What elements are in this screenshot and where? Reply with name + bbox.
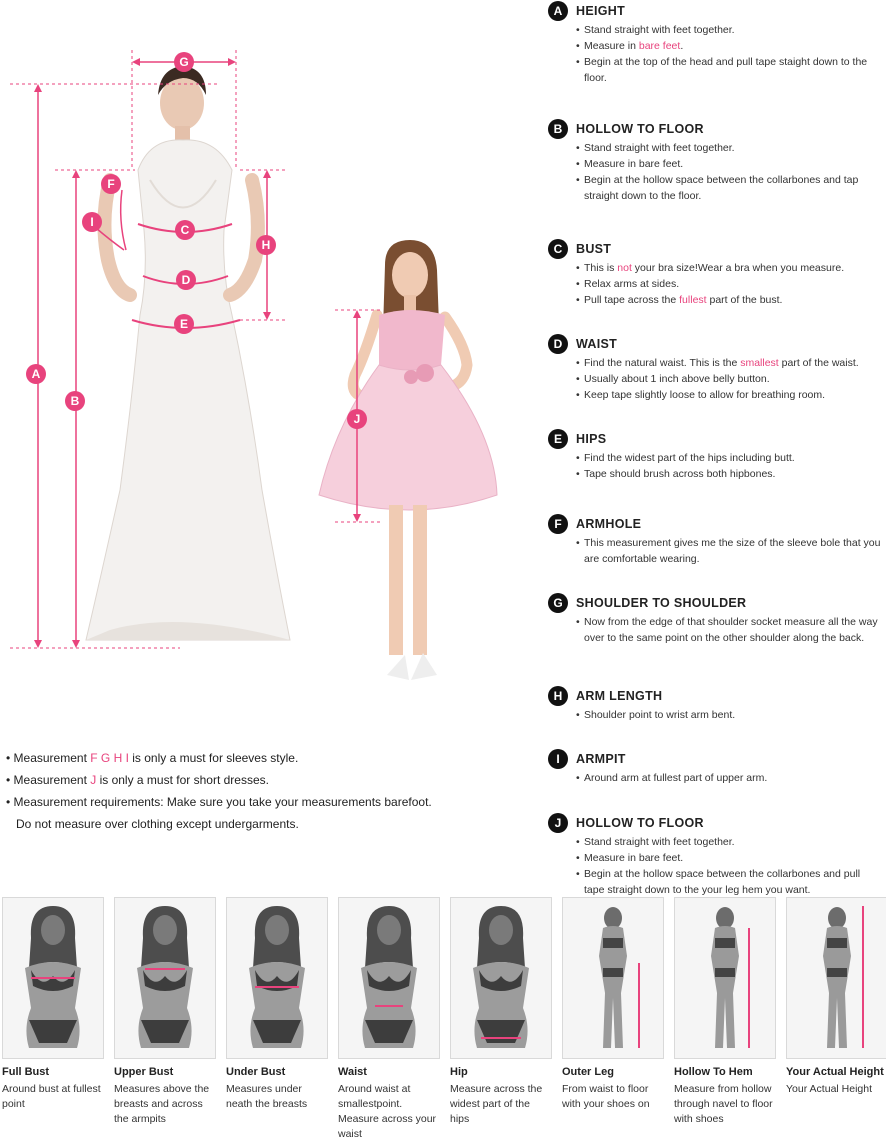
section-title: SHOULDER TO SHOULDER xyxy=(576,596,747,610)
card-figure xyxy=(450,897,552,1059)
section-letter-b: B xyxy=(548,119,568,139)
bride-figure xyxy=(0,40,300,660)
highlight-text: fullest xyxy=(679,294,707,306)
section-bullets xyxy=(576,834,882,898)
card-title: Upper Bust xyxy=(114,1066,174,1078)
card-figure xyxy=(786,897,886,1059)
bullet-text: Stand straight with feet together. xyxy=(584,836,735,848)
section-bullets xyxy=(576,707,882,723)
bullet-item xyxy=(576,834,882,850)
bullet-text: Relax arms at sides. xyxy=(584,278,680,290)
bullet-item xyxy=(576,22,882,38)
section-letter-f: F xyxy=(548,514,568,534)
short-dress-figure xyxy=(305,235,505,700)
section-bullets xyxy=(576,450,882,482)
marker-e: E xyxy=(174,314,194,334)
body-silhouette-icon xyxy=(227,898,327,1058)
highlight-text: smallest xyxy=(740,357,779,369)
bullet-item xyxy=(576,38,882,54)
card-figure xyxy=(226,897,328,1059)
marker-f: F xyxy=(101,174,121,194)
card-description: Around bust at fullest point xyxy=(2,1083,101,1110)
card-description: Measures above the breasts and across the armpits xyxy=(114,1083,210,1125)
section-letter-i: I xyxy=(548,749,568,769)
note-clothing: Do not measure over clothing except undergarments. xyxy=(16,817,299,831)
bullet-item xyxy=(576,140,882,156)
marker-g: G xyxy=(174,52,194,72)
body-silhouette-icon xyxy=(787,898,886,1058)
bullet-text: Shoulder point to wrist arm bent. xyxy=(584,709,736,721)
section-bullets xyxy=(576,260,882,308)
bullet-text: This measurement gives me the size of the sleeve bole that you are comfortable wearing. xyxy=(584,537,881,565)
bullet-item xyxy=(576,355,882,371)
bullet-item xyxy=(576,614,882,646)
bullet-text: part of the bust. xyxy=(706,294,783,306)
bullet-text: Begin at the top of the head and pull tape staight down to the floor. xyxy=(584,56,868,84)
card-figure xyxy=(562,897,664,1059)
body-silhouette-icon xyxy=(115,898,215,1058)
bullet-text: Stand straight with feet together. xyxy=(584,24,735,36)
bullet-item xyxy=(576,172,882,204)
bride-illustration xyxy=(86,66,290,640)
section-title: ARMHOLE xyxy=(576,517,642,531)
section-bullets xyxy=(576,614,882,646)
section-title: HOLLOW TO FLOOR xyxy=(576,816,704,830)
girl-illustration xyxy=(319,240,497,680)
marker-a: A xyxy=(26,364,46,384)
section-bullets xyxy=(576,22,882,86)
bullet-item xyxy=(576,260,882,276)
section-bullets xyxy=(576,140,882,204)
bullet-text: Begin at the hollow space between the collarbones and tap straight down to the floor. xyxy=(584,174,859,202)
marker-c: C xyxy=(175,220,195,240)
card-title: Waist xyxy=(338,1066,367,1078)
bullet-item xyxy=(576,292,882,308)
bullet-item xyxy=(576,276,882,292)
card-title: Under Bust xyxy=(226,1066,286,1078)
section-letter-g: G xyxy=(548,593,568,613)
card-figure xyxy=(114,897,216,1059)
section-letter-d: D xyxy=(548,334,568,354)
card-title: Your Actual Height xyxy=(786,1066,884,1078)
body-silhouette-icon xyxy=(451,898,551,1058)
card-figure xyxy=(338,897,440,1059)
section-title: ARM LENGTH xyxy=(576,689,663,703)
card-description: Measure across the widest part of the hips xyxy=(450,1083,543,1125)
bullet-text: your bra size!Wear a bra when you measure. xyxy=(631,262,845,274)
card-title: Hollow To Hem xyxy=(674,1066,753,1078)
note-barefoot: • Measurement requirements: Make sure you take your measurements barefoot. xyxy=(6,795,432,809)
card-description: Measure from hollow through navel to floor with shoes xyxy=(674,1083,773,1125)
bullet-item xyxy=(576,387,882,403)
highlight-text: not xyxy=(617,262,632,274)
section-title: BUST xyxy=(576,242,612,256)
section-title: HIPS xyxy=(576,432,607,446)
body-silhouette-icon xyxy=(339,898,439,1058)
section-letter-a: A xyxy=(548,1,568,21)
marker-i: I xyxy=(82,212,102,232)
bullet-item xyxy=(576,371,882,387)
marker-j: J xyxy=(347,409,367,429)
card-description: Around waist at smallestpoint. Measure across your waist xyxy=(338,1083,437,1140)
section-bullets xyxy=(576,355,882,403)
bullet-text: Find the natural waist. This is the xyxy=(584,357,741,369)
section-letter-j: J xyxy=(548,813,568,833)
bullet-text: Now from the edge of that shoulder socket measure all the way over to the same point on the other shoulder along the back. xyxy=(584,616,878,644)
section-letter-c: C xyxy=(548,239,568,259)
section-title: ARMPIT xyxy=(576,752,626,766)
bullet-text: Keep tape slightly loose to allow for breathing room. xyxy=(584,389,826,401)
bullet-item xyxy=(576,770,882,786)
bullet-text: Measure in bare feet. xyxy=(584,158,684,170)
card-figure xyxy=(674,897,776,1059)
section-letter-e: E xyxy=(548,429,568,449)
card-title: Hip xyxy=(450,1066,468,1078)
bullet-text: Begin at the hollow space between the collarbones and pull tape straight down to the your leg hem you want. xyxy=(584,868,861,896)
body-silhouette-icon xyxy=(3,898,103,1058)
bullet-text: Measure in xyxy=(584,40,639,52)
bullet-item xyxy=(576,535,882,567)
bullet-item xyxy=(576,707,882,723)
bullet-item xyxy=(576,466,882,482)
body-silhouette-icon xyxy=(563,898,663,1058)
bullet-item xyxy=(576,450,882,466)
bullet-text: Tape should brush across both hipbones. xyxy=(584,468,776,480)
bullet-item xyxy=(576,850,882,866)
card-description: From waist to floor with your shoes on xyxy=(562,1083,650,1110)
bullet-text: Measure in bare feet. xyxy=(584,852,684,864)
card-figure xyxy=(2,897,104,1059)
bullet-text: Pull tape across the xyxy=(584,294,680,306)
bullet-text: Find the widest part of the hips including butt. xyxy=(584,452,795,464)
bullet-text: This is xyxy=(584,262,618,274)
bullet-item xyxy=(576,156,882,172)
bullet-item xyxy=(576,54,882,86)
section-title: HEIGHT xyxy=(576,4,626,18)
bullet-text: Usually about 1 inch above belly button. xyxy=(584,373,770,385)
measurement-notes xyxy=(6,747,476,835)
card-description: Your Actual Height xyxy=(786,1083,873,1095)
bullet-text: Stand straight with feet together. xyxy=(584,142,735,154)
section-title: WAIST xyxy=(576,337,618,351)
section-bullets xyxy=(576,770,882,786)
card-title: Full Bust xyxy=(2,1066,50,1078)
card-title: Outer Leg xyxy=(562,1066,614,1078)
section-letter-h: H xyxy=(548,686,568,706)
bullet-text: . xyxy=(680,40,684,52)
note-sleeves: • Measurement F G H I is only a must for sleeves style. xyxy=(6,751,299,765)
marker-h: H xyxy=(256,235,276,255)
note-short-dress: • Measurement J is only a must for short dresses. xyxy=(6,773,269,787)
body-silhouette-icon xyxy=(675,898,775,1058)
bullet-item xyxy=(576,866,882,898)
bullet-text: part of the waist. xyxy=(778,357,859,369)
bullet-text: Around arm at fullest part of upper arm. xyxy=(584,772,768,784)
section-bullets xyxy=(576,535,882,567)
highlight-text: bare feet xyxy=(638,40,681,52)
marker-b: B xyxy=(65,391,85,411)
section-title: HOLLOW TO FLOOR xyxy=(576,122,704,136)
card-description: Measures under neath the breasts xyxy=(226,1083,308,1110)
marker-d: D xyxy=(176,270,196,290)
